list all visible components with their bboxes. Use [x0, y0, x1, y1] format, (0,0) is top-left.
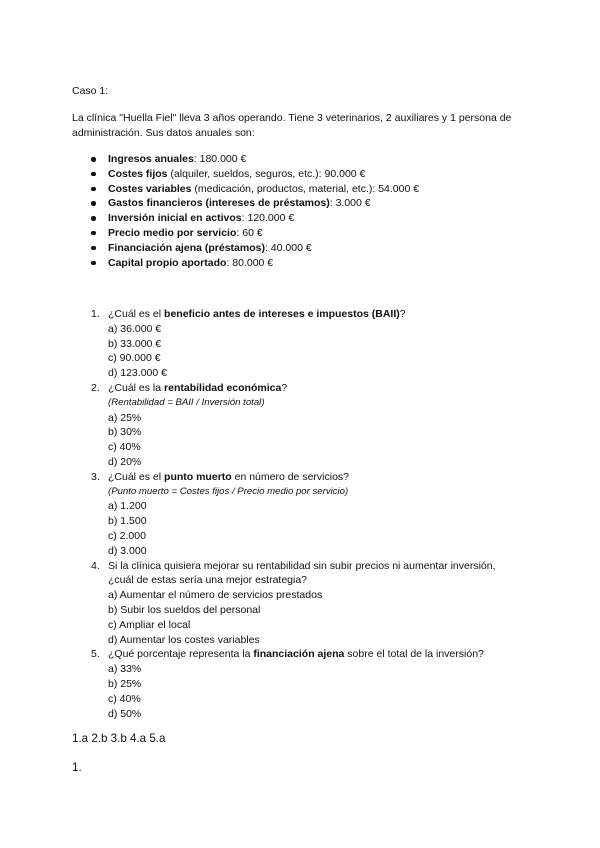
fact-value: : 80.000 €: [226, 256, 274, 269]
option-b: b) 25%: [108, 677, 142, 690]
question-text: [108, 381, 496, 396]
question-text-part: ¿Cuál es la: [108, 381, 165, 394]
option-c: c) 40%: [108, 692, 141, 705]
fact-label: Financiación ajena (préstamos): [108, 241, 265, 254]
question-1: [91, 307, 496, 381]
fact-item: [91, 241, 419, 256]
fact-value: : 40.000 €: [264, 241, 312, 254]
option-c: c) 40%: [108, 441, 141, 454]
fact-item: [91, 182, 419, 197]
fact-label: Costes fijos: [108, 167, 168, 180]
question-text: [108, 647, 496, 662]
fact-value: (medicación, productos, material, etc.): 54.000 €: [191, 182, 420, 195]
question-number: 5.: [91, 648, 100, 661]
fact-value: : 180.000 €: [193, 153, 247, 165]
option-a: a) Aumentar el número de servicios prestados: [108, 589, 323, 602]
option-d: d) 20%: [108, 455, 142, 468]
formula-hint: (Rentabilidad = BAII / Inversión total): [108, 396, 265, 408]
fact-value: : 3.000 €: [329, 197, 371, 210]
question-keyword: rentabilidad económica: [164, 381, 282, 394]
question-3: [91, 470, 496, 559]
option-a: a) 33%: [108, 663, 142, 676]
question-2: [91, 381, 496, 470]
question-5: [91, 647, 496, 721]
fact-label: Precio medio por servicio: [108, 226, 237, 239]
question-keyword: punto muerto: [164, 470, 232, 483]
question-text-part: ¿Qué porcentaje representa la: [108, 648, 254, 661]
fact-value: : 60 €: [236, 226, 263, 239]
fact-label: Costes variables: [108, 182, 192, 195]
intro-paragraph: La clínica "Huella Fiel" lleva 3 años operando. Tiene 3 veterinarios, 2 auxiliares y 1 persona de administración. Sus datos anuales son:: [72, 112, 512, 139]
fact-item: [91, 211, 419, 226]
option-d: d) Aumentar los costes variables: [108, 633, 260, 646]
option-a: a) 25%: [108, 411, 142, 424]
option-b: b) Subir los sueldos del personal: [108, 603, 261, 616]
fact-value: : 120.000 €: [241, 212, 295, 225]
fact-label: Ingresos anuales: [108, 153, 194, 165]
option-b: b) 1.500: [108, 515, 147, 528]
fact-item: [91, 196, 419, 211]
fact-item: [91, 167, 419, 182]
option-a: a) 36.000 €: [108, 322, 162, 335]
answer-key: 1.a 2.b 3.b 4.a 5.a: [72, 732, 166, 745]
question-number: 1.: [91, 308, 100, 320]
option-b: b) 30%: [108, 426, 142, 439]
fact-label: Capital propio aportado: [108, 256, 227, 269]
fact-item: [91, 256, 419, 271]
trailing-list-number: 1.: [72, 761, 82, 774]
option-d: d) 123.000 €: [108, 367, 167, 380]
fact-label: Gastos financieros (intereses de préstamos): [108, 197, 330, 210]
option-c: c) Ampliar el local: [108, 618, 191, 631]
option-d: d) 50%: [108, 707, 142, 720]
question-text-part: ¿Cuál es el: [108, 308, 165, 320]
question-text-part: ¿Cuál es el: [108, 470, 165, 483]
option-c: c) 90.000 €: [108, 352, 161, 365]
option-d: d) 3.000: [108, 544, 147, 557]
question-text-part: ?: [399, 308, 406, 320]
fact-item: [91, 152, 419, 167]
question-text-part: ?: [281, 381, 288, 394]
facts-list: [91, 152, 419, 270]
question-number: 2.: [91, 381, 100, 394]
option-c: c) 2.000: [108, 529, 146, 542]
formula-hint: (Punto muerto = Costes fijos / Precio medio por servicio): [108, 485, 349, 497]
question-keyword: beneficio antes de intereses e impuestos (BAII): [164, 308, 400, 320]
question-text-part: en número de servicios?: [231, 470, 349, 483]
fact-value: (alquiler, sueldos, seguros, etc.): 90.000 €: [167, 167, 366, 180]
question-text: Si la clínica quisiera mejorar su rentabilidad sin subir precios ni aumentar inversión,: [108, 559, 496, 572]
question-text-part: sobre el total de la inversión?: [344, 648, 484, 661]
question-number: 3.: [91, 470, 100, 483]
question-text: [108, 307, 496, 322]
question-text: ¿cuál de estas sería una mejor estrategia?: [108, 574, 308, 587]
option-b: b) 33.000 €: [108, 337, 162, 350]
fact-item: [91, 226, 419, 241]
question-number: 4.: [91, 559, 100, 572]
option-a: a) 1.200: [108, 500, 147, 513]
question-keyword: financiación ajena: [253, 648, 345, 661]
fact-label: Inversión inicial en activos: [108, 212, 242, 225]
questions-list: [91, 307, 496, 721]
case-title: Caso 1:: [72, 85, 109, 97]
question-4: [91, 559, 496, 648]
question-text: [108, 470, 496, 485]
